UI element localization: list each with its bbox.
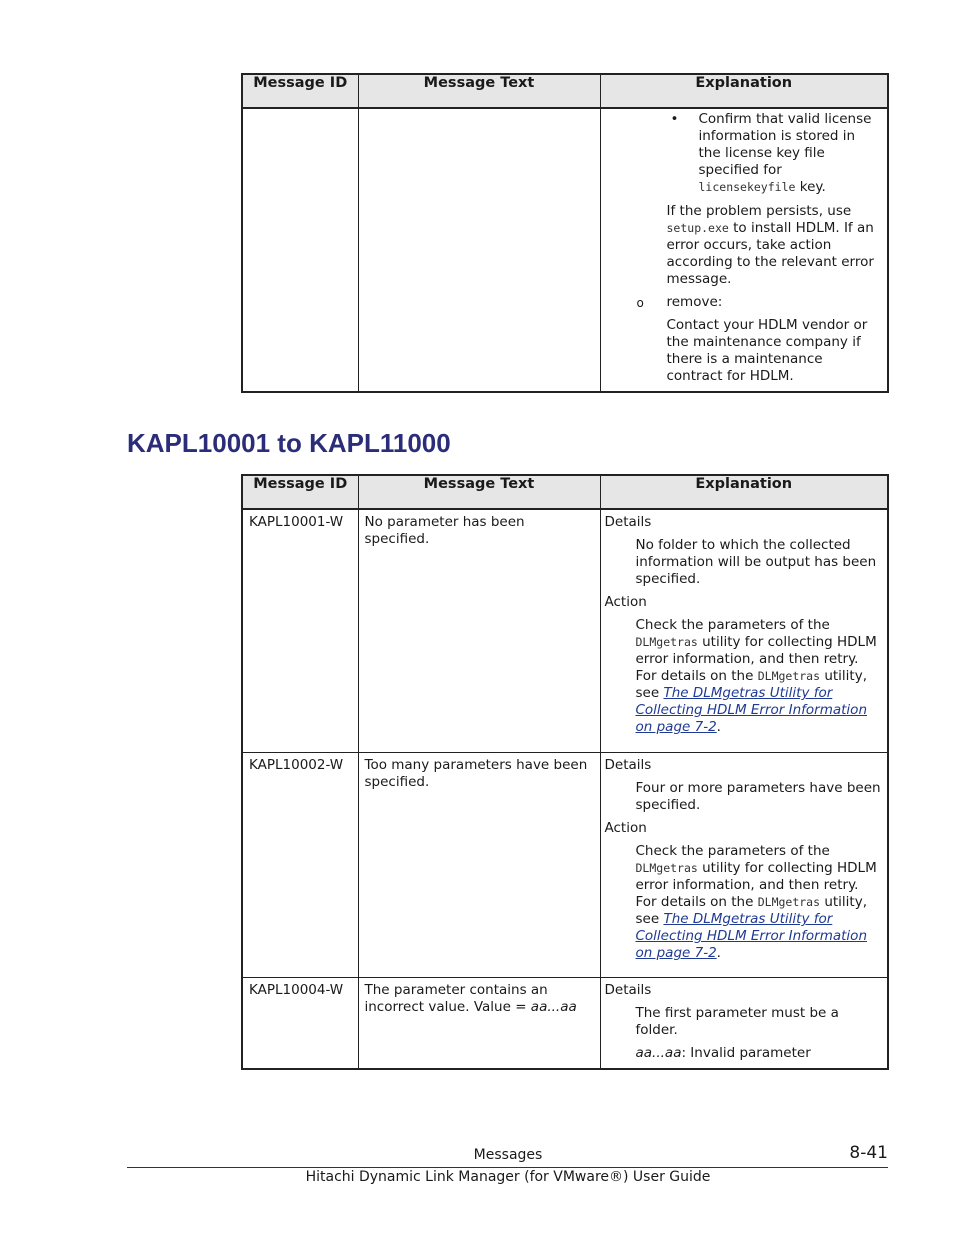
header-message-text: Message Text	[358, 74, 600, 108]
message-id: KAPL10004-W	[242, 978, 358, 1070]
circle-bullet-icon: o	[636, 296, 644, 310]
page-number: 8-41	[849, 1143, 888, 1163]
bullet-item: • Confirm that valid license information is stored in the license key file specified for licensekeyfile key.	[670, 111, 872, 195]
message-text: Too many parameters have been specified.	[358, 753, 600, 978]
footer-title: Hitachi Dynamic Link Manager (for VMware®) User Guide	[305, 1169, 711, 1185]
section-title: KAPL10001 to KAPL11000	[127, 428, 451, 458]
message-table	[241, 474, 889, 1070]
table-row	[242, 509, 888, 753]
cell-message-id	[242, 108, 358, 392]
explanation: Details The first parameter must be a folder. aa...aa: Invalid parameter	[600, 978, 888, 1070]
cell-explanation	[600, 108, 888, 392]
message-text: No parameter has been specified.	[358, 509, 600, 753]
bullet-icon: •	[670, 111, 679, 127]
header-message-id: Message ID	[242, 475, 358, 509]
header-message-id: Message ID	[242, 74, 358, 108]
table-row	[242, 753, 888, 978]
message-id: KAPL10002-W	[242, 753, 358, 978]
header-explanation: Explanation	[600, 74, 888, 108]
table-row	[242, 108, 888, 392]
message-text: The parameter contains an incorrect value. Value = aa...aa	[358, 978, 600, 1070]
footer-section: Messages	[473, 1147, 543, 1163]
cell-message-text	[358, 108, 600, 392]
header-message-text: Message Text	[358, 475, 600, 509]
explanation: Details Four or more parameters have been specified. Action Check the parameters of the DLMgetras utility for collecting HDLM error information, and then retry. For details on the DLMgetras utility, see The DLMgetras Utility for Collecting HDLM Error Information on page 7-2.	[600, 753, 888, 978]
message-id: KAPL10001-W	[242, 509, 358, 753]
continued-message-table	[241, 73, 889, 393]
persist-paragraph: If the problem persists, use setup.exe to install HDLM. If an error occurs, take action according to the relevant error message.	[666, 203, 874, 287]
explanation: Details No folder to which the collected information will be output has been specified. Action Check the parameters of the DLMgetras utility for collecting HDLM error information, and then retry. For details on the DLMgetras utility, see The DLMgetras Utility for Collecting HDLM Error Information on page 7-2.	[600, 509, 888, 753]
footer-divider	[127, 1167, 888, 1168]
dlmgetras-utility-link[interactable]: The DLMgetras Utility for Collecting HDLM Error Information on page 7-2	[635, 911, 867, 961]
sub-item-remove: o remove:	[636, 294, 723, 310]
remove-paragraph: Contact your HDLM vendor or the maintenance company if there is a maintenance contract for HDLM.	[666, 317, 868, 384]
dlmgetras-utility-link[interactable]: The DLMgetras Utility for Collecting HDLM Error Information on page 7-2	[635, 685, 867, 735]
table-row	[242, 978, 888, 1070]
header-explanation: Explanation	[600, 475, 888, 509]
